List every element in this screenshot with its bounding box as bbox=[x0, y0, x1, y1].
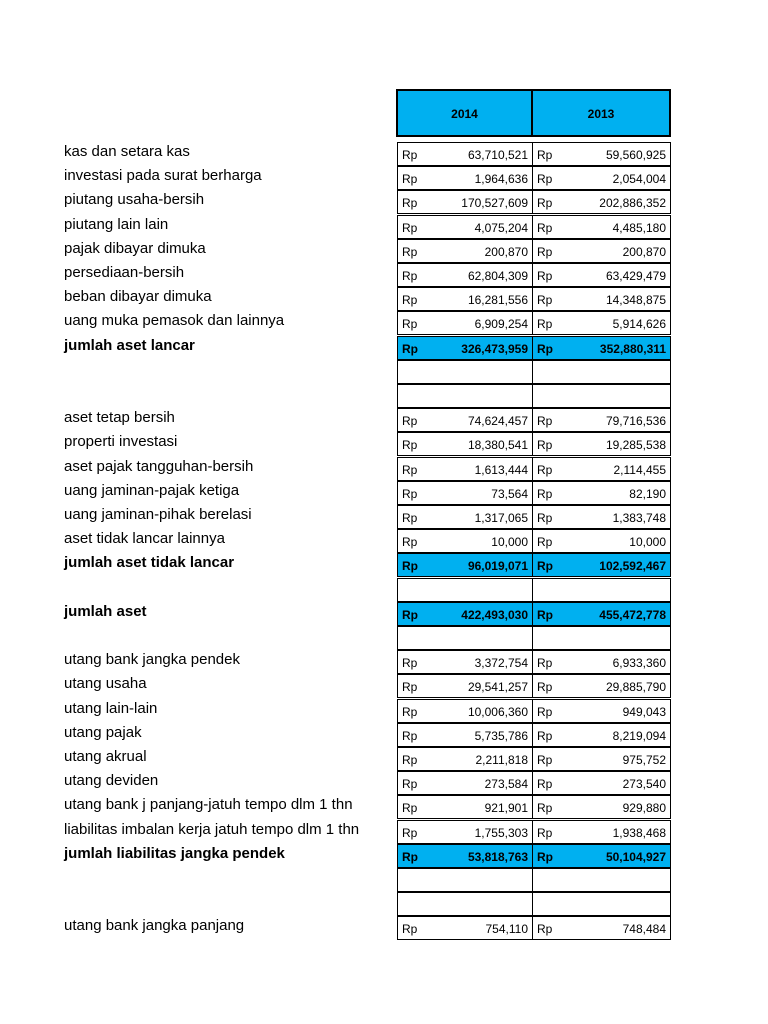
header-2013 bbox=[531, 89, 671, 137]
value-cell-2014[interactable] bbox=[397, 650, 533, 674]
amount-value: 1,964,636 bbox=[474, 172, 528, 186]
amount-value: 74,624,457 bbox=[467, 414, 528, 428]
amount-value: 2,211,818 bbox=[475, 753, 528, 767]
row-label: piutang usaha-bersih bbox=[64, 191, 205, 208]
amount-value: 6,933,360 bbox=[612, 656, 666, 670]
value-cell-2014[interactable] bbox=[397, 674, 533, 698]
currency-label: Rp bbox=[402, 729, 418, 743]
row-label: jumlah liabilitas jangka pendek bbox=[64, 845, 285, 862]
currency-label: Rp bbox=[537, 196, 553, 210]
value-cell-2013[interactable] bbox=[532, 287, 671, 311]
blank-cell[interactable] bbox=[397, 868, 533, 892]
amount-value: 102,592,467 bbox=[599, 559, 666, 573]
amount-value: 5,914,626 bbox=[612, 317, 666, 331]
currency-label: Rp bbox=[537, 656, 553, 670]
value-cell-2013[interactable] bbox=[532, 529, 671, 553]
currency-label: Rp bbox=[537, 221, 553, 235]
amount-value: 3,372,754 bbox=[474, 656, 528, 670]
row-label: jumlah aset lancar bbox=[64, 337, 195, 354]
currency-label: Rp bbox=[402, 656, 418, 670]
currency-label: Rp bbox=[402, 511, 418, 525]
currency-label: Rp bbox=[537, 342, 553, 356]
value-cell-2014[interactable] bbox=[397, 795, 533, 819]
amount-value: 1,317,065 bbox=[474, 511, 528, 525]
value-cell-2013[interactable] bbox=[532, 699, 671, 723]
amount-value: 352,880,311 bbox=[599, 342, 666, 356]
row-label: aset pajak tangguhan-bersih bbox=[64, 458, 254, 475]
currency-label: Rp bbox=[402, 148, 418, 162]
header-2014-label: 2014 bbox=[451, 107, 478, 121]
value-cell-2013[interactable] bbox=[532, 142, 671, 166]
currency-label: Rp bbox=[402, 293, 418, 307]
currency-label: Rp bbox=[402, 221, 418, 235]
value-cell-2013[interactable] bbox=[532, 820, 671, 844]
row-label: utang lain-lain bbox=[64, 700, 158, 717]
currency-label: Rp bbox=[402, 680, 418, 694]
value-cell-2014[interactable] bbox=[397, 166, 533, 190]
currency-label: Rp bbox=[537, 535, 553, 549]
value-cell-2013[interactable] bbox=[532, 432, 671, 456]
currency-label: Rp bbox=[402, 535, 418, 549]
amount-value: 200,870 bbox=[484, 245, 528, 259]
amount-value: 63,710,521 bbox=[467, 148, 528, 162]
amount-value: 29,541,257 bbox=[467, 680, 528, 694]
blank-cell[interactable] bbox=[532, 384, 671, 408]
row-label: uang muka pemasok dan lainnya bbox=[64, 312, 285, 329]
currency-label: Rp bbox=[402, 922, 418, 936]
value-cell-2014[interactable] bbox=[397, 771, 533, 795]
currency-label: Rp bbox=[402, 753, 418, 767]
blank-cell[interactable] bbox=[397, 626, 533, 650]
amount-value: 1,383,748 bbox=[612, 511, 666, 525]
value-cell-2014[interactable] bbox=[397, 263, 533, 287]
currency-label: Rp bbox=[537, 148, 553, 162]
currency-label: Rp bbox=[402, 463, 418, 477]
value-cell-2014[interactable] bbox=[397, 239, 533, 263]
amount-value: 29,885,790 bbox=[605, 680, 666, 694]
amount-value: 4,485,180 bbox=[612, 221, 666, 235]
blank-cell[interactable] bbox=[532, 892, 671, 916]
row-label: persediaan-bersih bbox=[64, 264, 185, 281]
amount-value: 50,104,927 bbox=[605, 850, 666, 864]
blank-cell[interactable] bbox=[397, 892, 533, 916]
amount-value: 273,584 bbox=[484, 777, 528, 791]
row-label: jumlah aset tidak lancar bbox=[64, 554, 235, 571]
currency-label: Rp bbox=[402, 414, 418, 428]
value-cell-2013[interactable] bbox=[532, 674, 671, 698]
currency-label: Rp bbox=[537, 487, 553, 501]
currency-label: Rp bbox=[402, 487, 418, 501]
value-cell-2013[interactable] bbox=[532, 795, 671, 819]
value-cell-2014[interactable] bbox=[397, 820, 533, 844]
value-cell-2014[interactable] bbox=[397, 699, 533, 723]
value-cell-2014[interactable] bbox=[397, 432, 533, 456]
currency-label: Rp bbox=[537, 463, 553, 477]
amount-value: 5,735,786 bbox=[474, 729, 528, 743]
blank-cell[interactable] bbox=[532, 868, 671, 892]
amount-value: 754,110 bbox=[485, 922, 528, 936]
amount-value: 14,348,875 bbox=[605, 293, 666, 307]
row-label: kas dan setara kas bbox=[64, 143, 190, 160]
header-2013-label: 2013 bbox=[587, 107, 615, 121]
amount-value: 63,429,479 bbox=[605, 269, 666, 283]
amount-value: 10,006,360 bbox=[467, 705, 528, 719]
value-cell-2013[interactable] bbox=[532, 553, 671, 577]
amount-value: 455,472,778 bbox=[599, 608, 666, 622]
blank-cell[interactable] bbox=[397, 384, 533, 408]
value-cell-2013[interactable] bbox=[532, 916, 671, 940]
amount-value: 929,880 bbox=[622, 801, 666, 815]
row-label: pajak dibayar dimuka bbox=[64, 240, 206, 257]
currency-label: Rp bbox=[537, 293, 553, 307]
amount-value: 170,527,609 bbox=[461, 196, 528, 210]
row-label: uang jaminan-pajak ketiga bbox=[64, 482, 240, 499]
value-cell-2013[interactable] bbox=[532, 505, 671, 529]
currency-label: Rp bbox=[537, 680, 553, 694]
value-cell-2013[interactable] bbox=[532, 650, 671, 674]
currency-label: Rp bbox=[402, 777, 418, 791]
amount-value: 200,870 bbox=[622, 245, 666, 259]
value-cell-2014[interactable] bbox=[397, 553, 533, 577]
amount-value: 1,755,303 bbox=[474, 826, 528, 840]
value-cell-2014[interactable] bbox=[397, 505, 533, 529]
currency-label: Rp bbox=[402, 172, 418, 186]
currency-label: Rp bbox=[402, 826, 418, 840]
value-cell-2013[interactable] bbox=[532, 408, 671, 432]
row-label: uang jaminan-pihak berelasi bbox=[64, 506, 252, 523]
amount-value: 8,219,094 bbox=[612, 729, 666, 743]
currency-label: Rp bbox=[537, 608, 553, 622]
value-cell-2013[interactable] bbox=[532, 844, 671, 868]
amount-value: 4,075,204 bbox=[474, 221, 528, 235]
currency-label: Rp bbox=[537, 245, 553, 259]
value-cell-2013[interactable] bbox=[532, 602, 671, 626]
amount-value: 10,000 bbox=[629, 535, 666, 549]
currency-label: Rp bbox=[537, 922, 553, 936]
value-cell-2013[interactable] bbox=[532, 166, 671, 190]
row-label: beban dibayar dimuka bbox=[64, 288, 212, 305]
amount-value: 79,716,536 bbox=[605, 414, 666, 428]
blank-cell[interactable] bbox=[532, 578, 671, 602]
currency-label: Rp bbox=[402, 342, 418, 356]
row-label: utang pajak bbox=[64, 724, 142, 741]
amount-value: 59,560,925 bbox=[605, 148, 666, 162]
row-label: utang bank jangka panjang bbox=[64, 917, 245, 934]
value-cell-2014[interactable] bbox=[397, 215, 533, 239]
value-cell-2013[interactable] bbox=[532, 263, 671, 287]
value-cell-2014[interactable] bbox=[397, 190, 533, 214]
amount-value: 96,019,071 bbox=[467, 559, 528, 573]
amount-value: 53,818,763 bbox=[467, 850, 528, 864]
row-label: aset tetap bersih bbox=[64, 409, 175, 426]
currency-label: Rp bbox=[402, 269, 418, 283]
amount-value: 6,909,254 bbox=[474, 317, 528, 331]
blank-cell[interactable] bbox=[397, 578, 533, 602]
amount-value: 1,613,444 bbox=[474, 463, 528, 477]
value-cell-2013[interactable] bbox=[532, 336, 671, 360]
row-label: liabilitas imbalan kerja jatuh tempo dlm 1 thn bbox=[64, 821, 360, 838]
value-cell-2014[interactable] bbox=[397, 529, 533, 553]
currency-label: Rp bbox=[402, 196, 418, 210]
value-cell-2013[interactable] bbox=[532, 311, 671, 335]
value-cell-2013[interactable] bbox=[532, 190, 671, 214]
value-cell-2014[interactable] bbox=[397, 844, 533, 868]
header-2014 bbox=[396, 89, 533, 137]
currency-label: Rp bbox=[402, 705, 418, 719]
amount-value: 202,886,352 bbox=[599, 196, 666, 210]
currency-label: Rp bbox=[537, 705, 553, 719]
row-label: utang bank j panjang-jatuh tempo dlm 1 thn bbox=[64, 796, 353, 813]
amount-value: 975,752 bbox=[622, 753, 666, 767]
row-label: utang bank jangka pendek bbox=[64, 651, 240, 668]
amount-value: 16,281,556 bbox=[467, 293, 528, 307]
value-cell-2014[interactable] bbox=[397, 336, 533, 360]
amount-value: 1,938,468 bbox=[612, 826, 666, 840]
value-cell-2013[interactable] bbox=[532, 747, 671, 771]
value-cell-2014[interactable] bbox=[397, 602, 533, 626]
currency-label: Rp bbox=[537, 826, 553, 840]
value-cell-2013[interactable] bbox=[532, 457, 671, 481]
value-cell-2014[interactable] bbox=[397, 287, 533, 311]
currency-label: Rp bbox=[402, 559, 418, 573]
currency-label: Rp bbox=[537, 777, 553, 791]
currency-label: Rp bbox=[537, 269, 553, 283]
row-label: aset tidak lancar lainnya bbox=[64, 530, 225, 547]
currency-label: Rp bbox=[537, 559, 553, 573]
currency-label: Rp bbox=[537, 753, 553, 767]
currency-label: Rp bbox=[537, 511, 553, 525]
blank-cell[interactable] bbox=[532, 360, 671, 384]
value-cell-2014[interactable] bbox=[397, 481, 533, 505]
value-cell-2013[interactable] bbox=[532, 215, 671, 239]
amount-value: 2,114,455 bbox=[613, 463, 666, 477]
currency-label: Rp bbox=[537, 317, 553, 331]
currency-label: Rp bbox=[537, 729, 553, 743]
value-cell-2014[interactable] bbox=[397, 142, 533, 166]
value-cell-2013[interactable] bbox=[532, 239, 671, 263]
blank-cell[interactable] bbox=[532, 626, 671, 650]
currency-label: Rp bbox=[402, 608, 418, 622]
value-cell-2013[interactable] bbox=[532, 771, 671, 795]
currency-label: Rp bbox=[402, 801, 418, 815]
currency-label: Rp bbox=[402, 438, 418, 452]
amount-value: 949,043 bbox=[622, 705, 666, 719]
row-label: jumlah aset bbox=[64, 603, 147, 620]
currency-label: Rp bbox=[537, 438, 553, 452]
row-label: utang usaha bbox=[64, 675, 147, 692]
currency-label: Rp bbox=[402, 245, 418, 259]
value-cell-2014[interactable] bbox=[397, 723, 533, 747]
row-label: utang deviden bbox=[64, 772, 159, 789]
value-cell-2014[interactable] bbox=[397, 457, 533, 481]
currency-label: Rp bbox=[402, 317, 418, 331]
currency-label: Rp bbox=[537, 414, 553, 428]
amount-value: 921,901 bbox=[484, 801, 528, 815]
row-label: piutang lain lain bbox=[64, 216, 169, 233]
currency-label: Rp bbox=[537, 801, 553, 815]
row-label: investasi pada surat berharga bbox=[64, 167, 262, 184]
amount-value: 748,484 bbox=[622, 922, 666, 936]
currency-label: Rp bbox=[537, 850, 553, 864]
amount-value: 62,804,309 bbox=[467, 269, 528, 283]
value-cell-2014[interactable] bbox=[397, 311, 533, 335]
value-cell-2014[interactable] bbox=[397, 747, 533, 771]
amount-value: 326,473,959 bbox=[461, 342, 528, 356]
amount-value: 422,493,030 bbox=[461, 608, 528, 622]
amount-value: 18,380,541 bbox=[467, 438, 528, 452]
value-cell-2014[interactable] bbox=[397, 916, 533, 940]
amount-value: 10,000 bbox=[491, 535, 528, 549]
row-label: utang akrual bbox=[64, 748, 147, 765]
row-label: properti investasi bbox=[64, 433, 178, 450]
amount-value: 73,564 bbox=[491, 487, 528, 501]
currency-label: Rp bbox=[537, 172, 553, 186]
value-cell-2014[interactable] bbox=[397, 408, 533, 432]
value-cell-2013[interactable] bbox=[532, 723, 671, 747]
amount-value: 273,540 bbox=[622, 777, 666, 791]
amount-value: 2,054,004 bbox=[612, 172, 666, 186]
amount-value: 19,285,538 bbox=[605, 438, 666, 452]
blank-cell[interactable] bbox=[397, 360, 533, 384]
currency-label: Rp bbox=[402, 850, 418, 864]
value-cell-2013[interactable] bbox=[532, 481, 671, 505]
amount-value: 82,190 bbox=[629, 487, 666, 501]
